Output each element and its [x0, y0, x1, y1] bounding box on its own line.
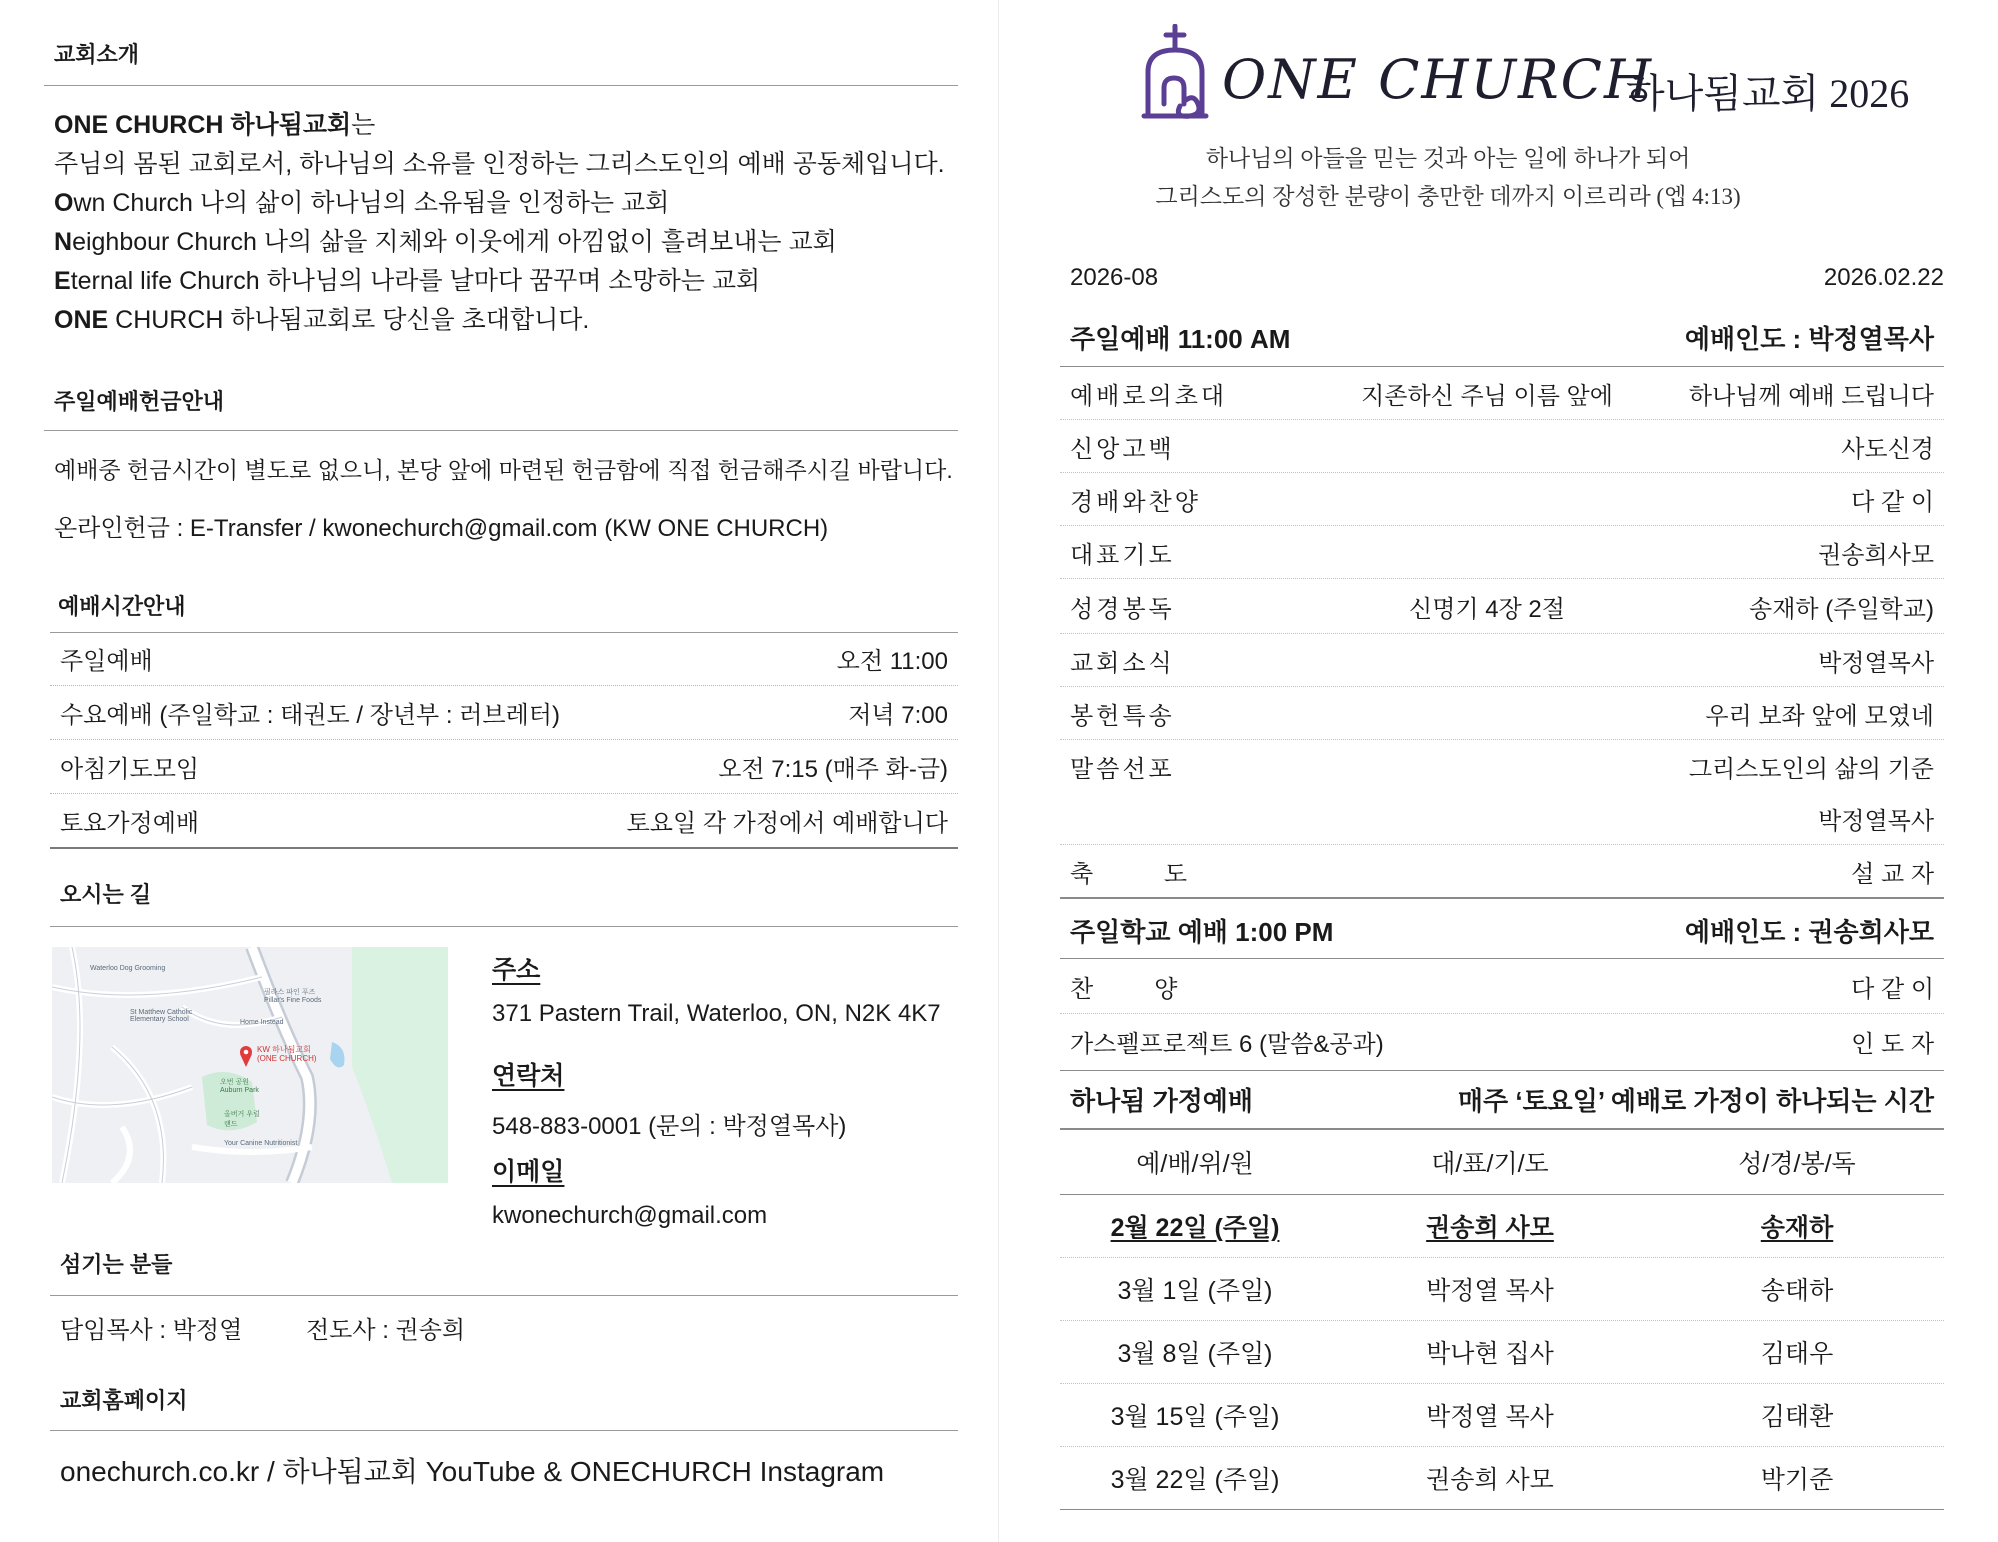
order-item: 찬 양: [1070, 975, 1181, 1003]
brand-korean: 하나됨교회 2026: [1626, 71, 1910, 116]
phone-label: 연락처: [492, 1062, 565, 1090]
schedule-header: [1060, 1130, 1944, 1195]
email-label: 이메일: [492, 1158, 565, 1186]
intro-text: [54, 106, 945, 340]
table-row: [50, 686, 958, 740]
intro-initial: O: [54, 189, 74, 217]
schedule-prayer: 박나현 집사: [1426, 1340, 1554, 1368]
order-row: [1060, 740, 1944, 792]
order-item: 말씀선포: [1070, 755, 1175, 783]
schedule-date: 3월 22일 (주일): [1110, 1466, 1280, 1494]
order-row: [1060, 579, 1944, 634]
sunday-order: [1060, 308, 1944, 899]
order-person: 사도신경: [1841, 435, 1934, 463]
column-header: 대/표/기/도: [1431, 1150, 1549, 1178]
sunday-header: [1060, 308, 1944, 367]
service-name: 수요예배 (주일학교 : 태권도 / 장년부 : 러브레터): [60, 702, 560, 729]
offering-note: 예배중 헌금시간이 별도로 없으니, 본당 앞에 마련된 헌금함에 직접 헌금해주시길 바랍니다.: [54, 457, 953, 483]
intro-line: wn Church 나의 삶이 하나님의 소유됨을 인정하는 교회: [73, 189, 670, 217]
order-item: 교회소식: [1070, 649, 1175, 677]
homepage-links[interactable]: onechurch.co.kr / 하나됨교회 YouTube & ONECHURCH Instagram: [60, 1456, 885, 1487]
service-time: 오전 7:15 (매주 화-금): [718, 756, 948, 783]
map-label: 올버거 우럴랜드: [224, 1111, 260, 1128]
family-worship-banner: [1060, 1070, 1944, 1130]
order-item: 경배와찬양: [1070, 488, 1201, 516]
homepage-rule: [50, 1430, 958, 1431]
map-pin-label: KW 하나됨교회 (ONE CHURCH): [257, 1045, 317, 1063]
order-person: 송재하 (주일학교): [1749, 595, 1934, 623]
homepage-heading: 교회홈페이지: [60, 1388, 188, 1413]
table-row: [1060, 1258, 1944, 1321]
schedule-reading: 송태하: [1760, 1277, 1834, 1305]
order-person: 다 같 이: [1851, 488, 1934, 516]
brand-name: ONE CHURCH: [1222, 48, 1654, 111]
family-desc: 매주 ‘토요일’ 예배로 가정이 하나되는 시간: [1457, 1086, 1934, 1116]
map-label: Waterloo Dog Grooming: [90, 965, 166, 972]
map-graphic: [52, 947, 448, 1183]
intro-rule: [44, 85, 958, 86]
order-person: 권송희사모: [1818, 541, 1934, 569]
intro-line: eighbour Church 나의 삶을 지체와 이웃에게 아낌없이 흘려보내는 교회: [72, 228, 837, 256]
intro-initial: ONE: [54, 306, 109, 334]
school-header: [1060, 902, 1944, 959]
family-title: 하나됨 가정예배: [1070, 1086, 1254, 1116]
schedule-reading: 김태우: [1760, 1340, 1834, 1368]
verse-line: 그리스도의 장성한 분량이 충만한 데까지 이르리라 (엡 4:13): [1155, 184, 1741, 209]
order-detail: 신명기 4장 2절: [1409, 595, 1565, 623]
intro-suffix: 는: [351, 111, 376, 139]
schedule-date: 2월 22일 (주일): [1110, 1214, 1280, 1242]
phone-value: 548-883-0001 (문의 : 박정열목사): [492, 1113, 847, 1140]
table-row: [50, 794, 958, 849]
order-item: 예배로의초대: [1070, 382, 1228, 410]
schedule-date: 3월 1일 (주일): [1117, 1277, 1273, 1305]
schedule-reading: 김태환: [1760, 1403, 1834, 1431]
intro-line: 주님의 몸된 교회로서, 하나님의 소유를 인정하는 그리스도인의 예배 공동체입니다.: [54, 150, 945, 178]
order-row: [1060, 1014, 1944, 1068]
issue-number: 2026-08: [1070, 264, 1159, 291]
staff-rule: [50, 1295, 958, 1296]
order-item: 신앙고백: [1070, 435, 1175, 463]
order-row: [1060, 792, 1944, 845]
sermon-title: 그리스도인의 삶의 기준: [1688, 755, 1934, 783]
intro-initial: E: [54, 267, 71, 295]
offering-rule: [44, 430, 958, 431]
table-row: [50, 632, 958, 686]
service-name: 주일예배: [60, 648, 153, 675]
schedule-date: 3월 15일 (주일): [1110, 1403, 1280, 1431]
table-row: [1060, 1195, 1944, 1258]
order-item: 봉헌특송: [1070, 702, 1175, 730]
order-person: 다 같 이: [1851, 975, 1934, 1003]
schedule-prayer: 권송희 사모: [1426, 1214, 1554, 1242]
service-leader: 예배인도 : 박정열목사: [1684, 323, 1934, 354]
order-row: [1060, 367, 1944, 420]
service-name: 토요가정예배: [60, 810, 200, 837]
order-row: [1060, 420, 1944, 473]
service-time: 저녁 7:00: [848, 702, 948, 729]
right-page: [998, 0, 1998, 1542]
order-person: 인 도 자: [1851, 1030, 1934, 1058]
service-time: 토요일 각 가정에서 예배합니다: [626, 810, 948, 837]
schedule-prayer: 권송희 사모: [1426, 1466, 1554, 1494]
table-row: [1060, 1447, 1944, 1510]
table-row: [1060, 1384, 1944, 1447]
verse-line: 하나님의 아들을 믿는 것과 아는 일에 하나가 되어: [1205, 146, 1691, 171]
church-logo-icon: [1140, 24, 1210, 120]
location-map[interactable]: [52, 947, 448, 1183]
column-header: 성/경/봉/독: [1738, 1150, 1856, 1178]
bulletin-date: 2026.02.22: [1823, 264, 1944, 291]
service-time: 오전 11:00: [836, 648, 948, 675]
staff-heading: 섬기는 분들: [60, 1252, 173, 1277]
duty-schedule-table: [1060, 1130, 1944, 1510]
service-name: 아침기도모임: [60, 756, 200, 783]
schedule-reading: 박기준: [1760, 1466, 1834, 1494]
order-person: 설 교 자: [1851, 860, 1934, 888]
order-row: [1060, 473, 1944, 526]
school-order: [1060, 902, 1944, 1068]
map-label: St Matthew Catholic Elementary School: [130, 1009, 193, 1023]
schedule-date: 3월 8일 (주일): [1117, 1340, 1273, 1368]
order-item: 성경봉독: [1070, 595, 1175, 623]
directions-heading: 오시는 길: [60, 882, 152, 907]
intro-line: CHURCH 하나됨교회로 당신을 초대합니다.: [108, 306, 590, 334]
map-label: 오번 공원 Auburn Park: [220, 1079, 259, 1094]
order-row: [1060, 634, 1944, 687]
offering-heading: 주일예배헌금안내: [54, 389, 225, 414]
schedule-prayer: 박정열 목사: [1426, 1277, 1554, 1305]
schedule-prayer: 박정열 목사: [1426, 1403, 1554, 1431]
order-item: 가스펠프로젝트 6 (말씀&공과): [1070, 1030, 1384, 1058]
table-row: [1060, 1321, 1944, 1384]
intro-line: ternal life Church 하나님의 나라를 날마다 꿈꾸며 소망하는 교회: [70, 267, 761, 295]
order-person: 박정열목사: [1818, 649, 1934, 677]
map-label: 필라스 파인 푸즈 Pillar's Fine Foods: [264, 989, 322, 1004]
worship-times-table: [50, 632, 958, 849]
left-page: [0, 0, 998, 1542]
order-person: 하나님께 예배 드립니다: [1688, 382, 1934, 410]
email-value[interactable]: kwonechurch@gmail.com: [492, 1202, 768, 1229]
table-row: [50, 740, 958, 794]
order-person: 우리 보좌 앞에 모였네: [1705, 702, 1934, 730]
service-title: 주일학교 예배 1:00 PM: [1070, 916, 1334, 947]
schedule-reading: 송재하: [1760, 1214, 1834, 1242]
address-value: 371 Pastern Trail, Waterloo, ON, N2K 4K7: [492, 1000, 941, 1027]
map-label: Your Canine Nutritionist: [224, 1140, 298, 1147]
address-label: 주소: [492, 956, 541, 984]
online-offering: 온라인헌금 : E-Transfer / kwonechurch@gmail.com (KW ONE CHURCH): [54, 515, 829, 542]
intro-heading: 교회소개: [54, 42, 140, 67]
column-header: 예/배/위/원: [1136, 1150, 1254, 1178]
evangelist: 전도사 : 권송희: [306, 1317, 466, 1344]
intro-initial: N: [54, 228, 73, 256]
order-person: 박정열목사: [1818, 807, 1934, 835]
order-item: 축 도: [1070, 860, 1191, 888]
directions-rule: [50, 926, 958, 927]
order-row: [1060, 526, 1944, 579]
intro-church-name: ONE CHURCH 하나됨교회: [54, 111, 352, 139]
senior-pastor: 담임목사 : 박정열: [60, 1317, 243, 1344]
order-item: 대표기도: [1070, 541, 1175, 569]
order-row: [1060, 845, 1944, 899]
service-title: 주일예배 11:00 AM: [1070, 323, 1291, 354]
times-heading: 예배시간안내: [58, 594, 186, 619]
order-row: [1060, 687, 1944, 740]
map-label: Home Instead: [240, 1019, 284, 1026]
order-detail: 지존하신 주님 이름 앞에: [1361, 382, 1613, 410]
order-row: [1060, 959, 1944, 1014]
service-leader: 예배인도 : 권송희사모: [1684, 916, 1934, 947]
